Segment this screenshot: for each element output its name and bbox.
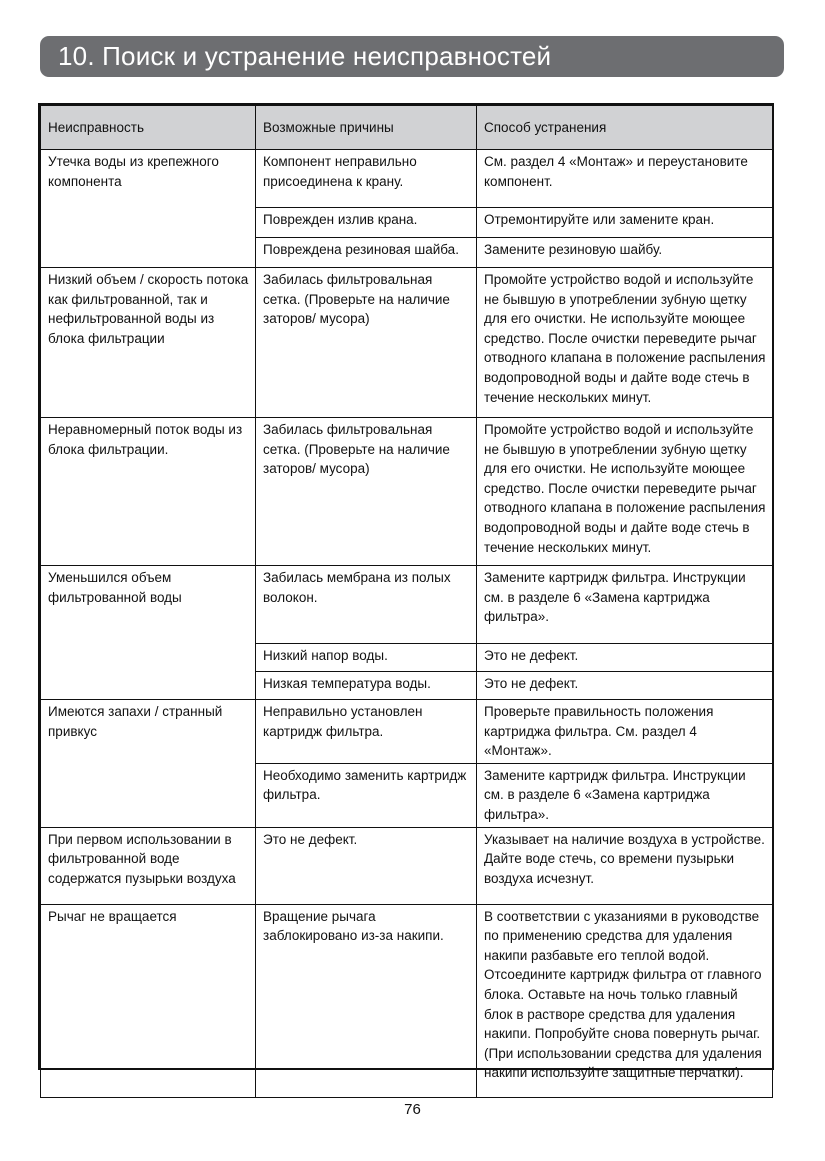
table-body [41,150,773,1098]
page-number: 76 [404,1101,421,1118]
column-header-problem: Неисправность [41,106,256,150]
cause-cell: Забилась фильтровальная сетка. (Проверьте на наличие заторов/ мусора) [256,268,477,418]
table-row [41,418,773,566]
cause-cell: Забилась мембрана из полых волокон. [256,566,477,644]
cause-cell: Поврежден излив крана. [256,208,477,238]
solution-cell: В соответствии с указаниями в руководстве по применению средства для удаления накипи разбавьте его теплой водой. Отсоедините картридж фильтра от главного блока. Оставьте на ночь только главный блок в растворе средства для удаления накипи. Попробуйте снова повернуть рычаг. (При использовании средства для удаления накипи используйте защитные перчатки). [477,904,773,1097]
section-header-bar [40,36,784,77]
problem-cell: Имеются запахи / странный привкус [41,700,256,828]
cause-cell: Необходимо заменить картридж фильтра. [256,763,477,827]
solution-cell: Замените картридж фильтра. Инструкции см. в разделе 6 «Замена картриджа фильтра». [477,566,773,644]
solution-cell: Указывает на наличие воздуха в устройстве. Дайте воде стечь, со времени пузырьки воздуха исчезнут. [477,827,773,904]
solution-cell: Замените резиновую шайбу. [477,238,773,268]
column-header-cause: Возможные причины [256,106,477,150]
cause-cell: Низкая температура воды. [256,672,477,700]
table-header [41,106,773,150]
solution-cell: Отремонтируйте или замените кран. [477,208,773,238]
cause-cell: Вращение рычага заблокировано из-за накипи. [256,904,477,1097]
cause-cell: Это не дефект. [256,827,477,904]
problem-cell: Уменьшился объем фильтрованной воды [41,566,256,700]
table-row [41,827,773,904]
cause-cell: Повреждена резиновая шайба. [256,238,477,268]
problem-cell: Неравномерный поток воды из блока фильтрации. [41,418,256,566]
solution-cell: Проверьте правильность положения картриджа фильтра. См. раздел 4 «Монтаж». [477,700,773,764]
cause-cell: Забилась фильтровальная сетка. (Проверьте на наличие заторов/ мусора) [256,418,477,566]
problem-cell: Низкий объем / скорость потока как фильтрованной, так и нефильтрованной воды из блока фильтрации [41,268,256,418]
solution-cell: Промойте устройство водой и используйте не бывшую в употреблении зубную щетку для его очистки. Не используйте моющее средство. После очистки переведите рычаг отводного клапана в положение распыления водопроводной воды и дайте воде стечь в течение нескольких минут. [477,418,773,566]
cause-cell: Низкий напор воды. [256,644,477,672]
table-row [41,268,773,418]
troubleshooting-table [40,105,773,1098]
cause-cell: Компонент неправильно присоединена к крану. [256,150,477,208]
solution-cell: Замените картридж фильтра. Инструкции см. в разделе 6 «Замена картриджа фильтра». [477,763,773,827]
troubleshooting-table-container [38,103,774,1081]
solution-cell: Это не дефект. [477,644,773,672]
problem-cell: При первом использовании в фильтрованной воде содержатся пузырьки воздуха [41,827,256,904]
solution-cell: Промойте устройство водой и используйте не бывшую в употреблении зубную щетку для его очистки. Не используйте моющее средство. После очистки переведите рычаг отводного клапана в положение распыления водопроводной воды и дайте воде стечь в течение нескольких минут. [477,268,773,418]
section-title: 10. Поиск и устранение неисправностей [58,41,552,71]
column-header-solution: Способ устранения [477,106,773,150]
table-row [41,700,773,764]
table-row [41,566,773,644]
solution-cell: См. раздел 4 «Монтаж» и переустановите компонент. [477,150,773,208]
problem-cell: Утечка воды из крепежного компонента [41,150,256,268]
cause-cell: Неправильно установлен картридж фильтра. [256,700,477,764]
table-header-row [41,106,773,150]
table-row [41,150,773,208]
problem-cell: Рычаг не вращается [41,904,256,1097]
table-row [41,904,773,1097]
solution-cell: Это не дефект. [477,672,773,700]
